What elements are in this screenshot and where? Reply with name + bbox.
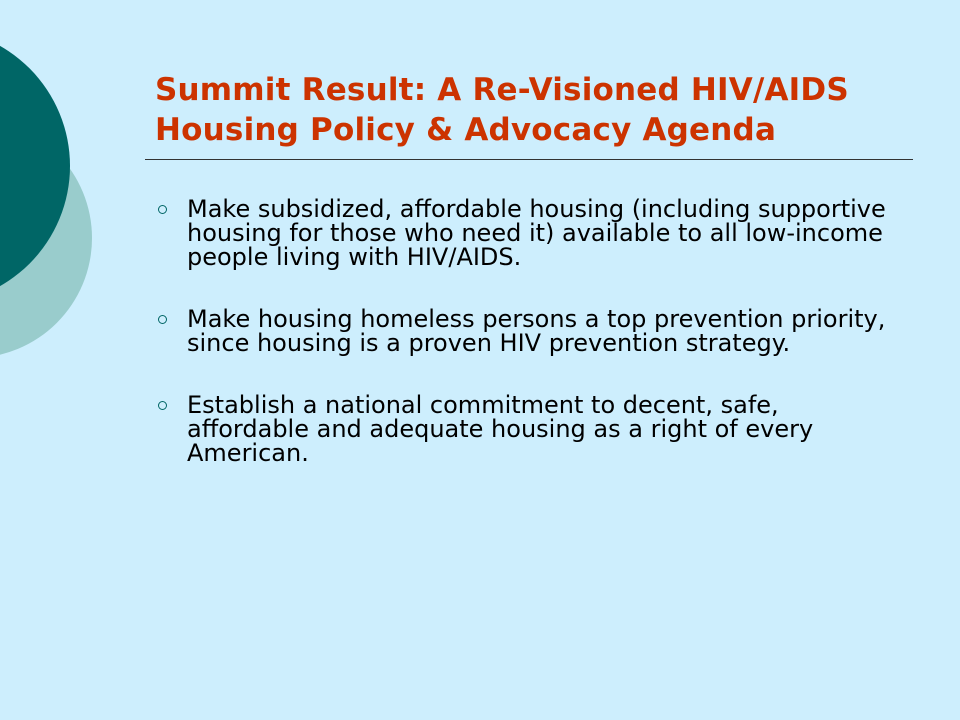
slide-title (155, 70, 915, 150)
bullet-item (158, 197, 898, 269)
bullet-circle-icon (158, 205, 167, 214)
title-divider (145, 159, 913, 160)
bullet-text: Make housing homeless persons a top prevention priority, since housing is a proven HIV prevention strategy. (187, 305, 886, 357)
bullet-circle-icon (158, 315, 167, 324)
slide-title-line-1: Summit Result: A Re-Visioned HIV/AIDS (155, 72, 849, 108)
bullet-list (158, 197, 898, 503)
bullet-text: Establish a national commitment to decent, safe, affordable and adequate housing as a right of every American. (187, 391, 814, 467)
bullet-item (158, 307, 898, 355)
bullet-item (158, 393, 898, 465)
bullet-circle-icon (158, 401, 167, 410)
slide-title-line-2: Housing Policy & Advocacy Agenda (155, 112, 777, 148)
bullet-text: Make subsidized, affordable housing (including supportive housing for those who need it) available to all low-income people living with HIV/AIDS. (187, 195, 886, 271)
